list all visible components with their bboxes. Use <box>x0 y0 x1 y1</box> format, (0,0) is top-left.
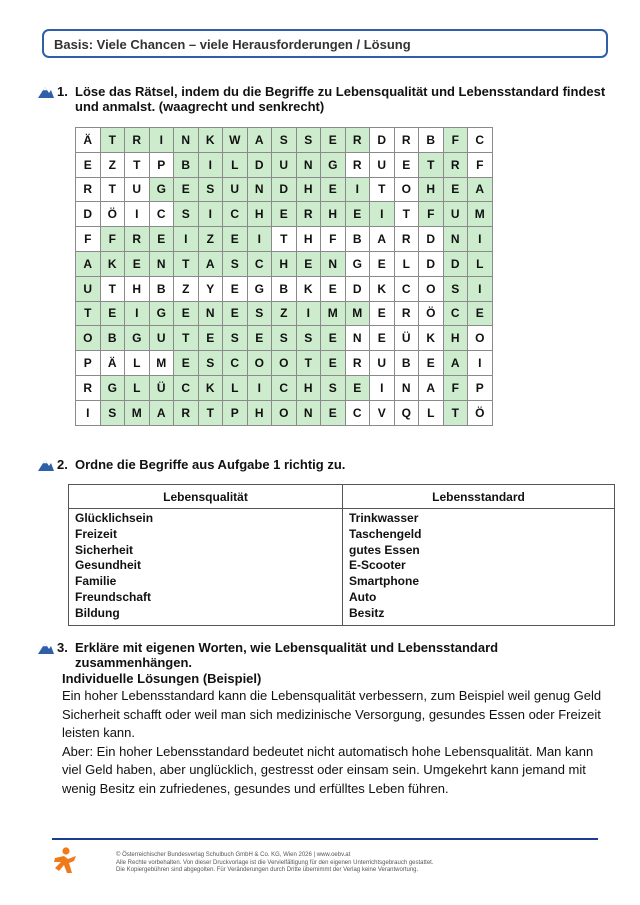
grid-cell: F <box>443 128 468 153</box>
difficulty-mountain-icon <box>38 458 54 471</box>
lebensstandard-cell <box>343 509 615 626</box>
grid-cell: E <box>321 276 346 301</box>
list-item: Smartphone <box>349 574 420 589</box>
grid-cell: O <box>272 400 297 425</box>
grid-cell: B <box>394 351 419 376</box>
grid-cell: Ä <box>76 128 101 153</box>
grid-cell: P <box>149 152 174 177</box>
grid-cell: U <box>272 152 297 177</box>
grid-cell: U <box>443 202 468 227</box>
grid-cell: T <box>125 152 150 177</box>
grid-cell: B <box>174 152 199 177</box>
grid-cell: C <box>223 351 248 376</box>
grid-cell: C <box>443 301 468 326</box>
grid-cell: G <box>125 326 150 351</box>
solution-paragraph: Ein hoher Lebensstandard kann die Lebensqualität verbessern, zum Beispiel weil genug Geld Sicherheit schafft oder weil man sich medizinische Versorgung, gesundes Essen oder Freizeit leisten kann. <box>62 688 602 741</box>
list-item: Freizeit <box>75 526 118 541</box>
grid-cell: E <box>272 202 297 227</box>
grid-cell: S <box>247 301 272 326</box>
list-item: Glücklichsein <box>75 511 154 525</box>
grid-cell: Ä <box>100 351 125 376</box>
grid-cell: T <box>443 400 468 425</box>
grid-cell: S <box>198 177 223 202</box>
page-title: Basis: Viele Chancen – viele Herausforderungen / Lösung <box>42 29 608 58</box>
grid-cell: H <box>272 251 297 276</box>
grid-cell: F <box>321 227 346 252</box>
difficulty-mountain-icon <box>38 641 54 654</box>
grid-cell: I <box>247 227 272 252</box>
grid-cell: R <box>345 128 370 153</box>
grid-cell: H <box>125 276 150 301</box>
grid-cell: I <box>247 375 272 400</box>
grid-cell: Y <box>198 276 223 301</box>
grid-cell: S <box>321 375 346 400</box>
task-number: 2. <box>57 457 68 472</box>
grid-cell: S <box>223 251 248 276</box>
grid-cell: A <box>149 400 174 425</box>
grid-cell: T <box>100 128 125 153</box>
grid-cell: S <box>443 276 468 301</box>
grid-cell: Z <box>272 301 297 326</box>
grid-cell: I <box>198 152 223 177</box>
grid-cell: N <box>321 251 346 276</box>
grid-cell: M <box>345 301 370 326</box>
grid-cell: R <box>125 128 150 153</box>
grid-cell: V <box>370 400 395 425</box>
grid-cell: I <box>296 301 321 326</box>
grid-cell: E <box>223 301 248 326</box>
grid-cell: E <box>149 227 174 252</box>
grid-cell: T <box>198 400 223 425</box>
list-item: Besitz <box>349 605 385 620</box>
grid-cell: R <box>174 400 199 425</box>
grid-cell: L <box>468 251 493 276</box>
grid-cell: I <box>370 375 395 400</box>
grid-cell: M <box>321 301 346 326</box>
grid-cell: O <box>419 276 444 301</box>
grid-cell: F <box>443 375 468 400</box>
grid-cell: N <box>345 326 370 351</box>
grid-cell: N <box>296 400 321 425</box>
grid-cell: Ü <box>149 375 174 400</box>
grid-cell: H <box>321 202 346 227</box>
grid-cell: C <box>223 202 248 227</box>
lebensqualitaet-cell <box>69 509 343 626</box>
grid-cell: A <box>370 227 395 252</box>
grid-cell: O <box>247 351 272 376</box>
grid-cell: U <box>76 276 101 301</box>
grid-cell: N <box>443 227 468 252</box>
list-item: Gesundheit <box>75 558 142 573</box>
grid-cell: H <box>247 400 272 425</box>
grid-cell: B <box>272 276 297 301</box>
grid-cell: S <box>198 351 223 376</box>
grid-cell: H <box>247 202 272 227</box>
grid-cell: E <box>370 301 395 326</box>
grid-cell: R <box>345 351 370 376</box>
grid-cell: R <box>394 301 419 326</box>
grid-cell: B <box>345 227 370 252</box>
grid-cell: S <box>100 400 125 425</box>
grid-cell: C <box>394 276 419 301</box>
grid-cell: C <box>345 400 370 425</box>
grid-cell: O <box>272 351 297 376</box>
grid-cell: G <box>149 177 174 202</box>
list-item: Freundschaft <box>75 589 152 604</box>
grid-cell: I <box>345 177 370 202</box>
grid-row <box>76 326 493 351</box>
grid-cell: N <box>296 152 321 177</box>
grid-cell: E <box>443 177 468 202</box>
grid-cell: H <box>443 326 468 351</box>
copyright-line: © Österreichischer Bundesverlag Schulbuch GmbH & Co. KG, Wien 2026 | www.oebv.at <box>116 852 351 858</box>
grid-cell: E <box>125 251 150 276</box>
grid-cell: H <box>296 177 321 202</box>
grid-cell: N <box>149 251 174 276</box>
grid-cell: T <box>174 326 199 351</box>
grid-cell: H <box>296 375 321 400</box>
grid-cell: A <box>76 251 101 276</box>
grid-cell: D <box>345 276 370 301</box>
grid-cell: N <box>174 128 199 153</box>
grid-cell: Z <box>174 276 199 301</box>
grid-cell: G <box>345 251 370 276</box>
list-item: Taschengeld <box>349 526 422 541</box>
grid-cell: E <box>174 177 199 202</box>
grid-cell: Ö <box>468 400 493 425</box>
grid-cell: Ö <box>100 202 125 227</box>
task-instruction: Ordne die Begriffe aus Aufgabe 1 richtig zu. <box>75 457 346 472</box>
grid-row <box>76 227 493 252</box>
grid-cell: A <box>443 351 468 376</box>
grid-row <box>76 400 493 425</box>
grid-cell: E <box>394 152 419 177</box>
grid-cell: C <box>149 202 174 227</box>
grid-cell: G <box>100 375 125 400</box>
grid-cell: W <box>223 128 248 153</box>
grid-cell: I <box>125 301 150 326</box>
grid-cell: O <box>394 177 419 202</box>
grid-cell: R <box>345 152 370 177</box>
grid-cell: E <box>296 251 321 276</box>
copyright-notice <box>116 852 576 875</box>
grid-cell: L <box>394 251 419 276</box>
grid-cell: D <box>370 128 395 153</box>
word-search-grid <box>75 127 493 426</box>
grid-cell: S <box>296 128 321 153</box>
grid-cell: F <box>76 227 101 252</box>
grid-cell: G <box>247 276 272 301</box>
grid-cell: E <box>370 251 395 276</box>
grid-cell: D <box>272 177 297 202</box>
grid-cell: U <box>370 152 395 177</box>
grid-cell: E <box>321 177 346 202</box>
grid-cell: T <box>296 351 321 376</box>
grid-cell: K <box>100 251 125 276</box>
grid-row <box>76 276 493 301</box>
grid-cell: E <box>345 202 370 227</box>
grid-cell: E <box>174 301 199 326</box>
grid-cell: D <box>247 152 272 177</box>
grid-cell: E <box>174 351 199 376</box>
grid-cell: E <box>76 152 101 177</box>
grid-cell: R <box>125 227 150 252</box>
grid-cell: E <box>321 128 346 153</box>
grid-cell: E <box>223 276 248 301</box>
grid-cell: R <box>394 128 419 153</box>
grid-cell: E <box>223 227 248 252</box>
grid-cell: T <box>174 251 199 276</box>
publisher-logo-icon <box>52 846 78 876</box>
grid-cell: D <box>419 227 444 252</box>
grid-cell: Ü <box>394 326 419 351</box>
column-header-lebensstandard: Lebensstandard <box>343 485 615 509</box>
grid-cell: I <box>370 202 395 227</box>
grid-cell: Q <box>394 400 419 425</box>
grid-cell: E <box>345 375 370 400</box>
copyright-line: Die Kopiergebühren sind abgegolten. Für Veränderungen durch Dritte übernimmt der Verlag keine Verantwortung. <box>116 867 419 874</box>
grid-cell: P <box>76 351 101 376</box>
grid-cell: B <box>149 276 174 301</box>
grid-cell: N <box>198 301 223 326</box>
grid-cell: K <box>370 276 395 301</box>
grid-cell: A <box>468 177 493 202</box>
grid-cell: I <box>468 227 493 252</box>
grid-cell: L <box>223 152 248 177</box>
grid-cell: B <box>419 128 444 153</box>
grid-cell: D <box>76 202 101 227</box>
grid-cell: E <box>321 351 346 376</box>
grid-cell: E <box>419 351 444 376</box>
grid-cell: E <box>321 326 346 351</box>
grid-cell: G <box>321 152 346 177</box>
grid-row <box>76 251 493 276</box>
grid-cell: S <box>223 326 248 351</box>
task-instruction: Löse das Rätsel, indem du die Begriffe zu Lebensqualität und Lebensstandard findest und anmalst. (waagrecht und senkrecht) <box>75 84 606 114</box>
grid-cell: G <box>149 301 174 326</box>
grid-cell: E <box>100 301 125 326</box>
list-item: Trinkwasser <box>349 511 419 525</box>
grid-cell: L <box>419 400 444 425</box>
grid-cell: U <box>125 177 150 202</box>
grid-cell: I <box>468 351 493 376</box>
task-instruction: Erkläre mit eigenen Worten, wie Lebensqualität und Lebensstandard zusammenhängen. <box>75 640 499 670</box>
solution-heading: Individuelle Lösungen (Beispiel) <box>62 671 262 686</box>
list-item: Bildung <box>75 605 120 620</box>
grid-cell: R <box>76 177 101 202</box>
grid-cell: C <box>272 375 297 400</box>
grid-cell: A <box>247 128 272 153</box>
grid-cell: I <box>174 227 199 252</box>
grid-cell: F <box>419 202 444 227</box>
grid-cell: M <box>125 400 150 425</box>
grid-cell: O <box>76 326 101 351</box>
list-item: E-Scooter <box>349 558 406 573</box>
grid-cell: E <box>321 400 346 425</box>
grid-cell: R <box>296 202 321 227</box>
grid-cell: E <box>247 326 272 351</box>
grid-cell: S <box>296 326 321 351</box>
grid-cell: R <box>76 375 101 400</box>
grid-cell: R <box>394 227 419 252</box>
grid-cell: N <box>247 177 272 202</box>
grid-cell: A <box>198 251 223 276</box>
grid-cell: E <box>468 301 493 326</box>
grid-cell: E <box>198 326 223 351</box>
column-header-lebensqualitaet: Lebensqualität <box>69 485 343 509</box>
grid-cell: Z <box>198 227 223 252</box>
grid-cell: F <box>100 227 125 252</box>
grid-cell: M <box>149 351 174 376</box>
grid-cell: T <box>272 227 297 252</box>
grid-cell: T <box>370 177 395 202</box>
grid-cell: M <box>468 202 493 227</box>
grid-row <box>76 177 493 202</box>
grid-cell: T <box>394 202 419 227</box>
difficulty-mountain-icon <box>38 85 54 98</box>
grid-cell: C <box>468 128 493 153</box>
list-item: Auto <box>349 589 377 604</box>
list-item: gutes Essen <box>349 542 420 557</box>
grid-cell: I <box>125 202 150 227</box>
grid-row <box>76 301 493 326</box>
grid-cell: U <box>149 326 174 351</box>
grid-cell: C <box>174 375 199 400</box>
list-item: Sicherheit <box>75 542 134 557</box>
grid-row <box>76 152 493 177</box>
grid-cell: L <box>223 375 248 400</box>
copyright-line: Alle Rechte vorbehalten. Von dieser Druckvorlage ist die Vervielfältigung für den eigenen Unterrichtsgebrauch gestattet. <box>116 859 434 866</box>
grid-cell: K <box>419 326 444 351</box>
grid-cell: H <box>419 177 444 202</box>
grid-cell: I <box>468 276 493 301</box>
grid-cell: H <box>296 227 321 252</box>
grid-cell: K <box>198 128 223 153</box>
grid-cell: A <box>419 375 444 400</box>
grid-cell: S <box>272 326 297 351</box>
grid-cell: U <box>223 177 248 202</box>
grid-cell: T <box>76 301 101 326</box>
grid-cell: E <box>370 326 395 351</box>
list-item: Familie <box>75 574 117 589</box>
solution-text <box>62 687 602 799</box>
grid-cell: B <box>100 326 125 351</box>
grid-row <box>76 375 493 400</box>
footer-divider <box>52 838 598 840</box>
grid-cell: R <box>443 152 468 177</box>
grid-cell: O <box>468 326 493 351</box>
grid-cell: Z <box>100 152 125 177</box>
grid-row <box>76 202 493 227</box>
grid-row <box>76 351 493 376</box>
grid-cell: T <box>100 177 125 202</box>
solution-paragraph: Aber: Ein hoher Lebensstandard bedeutet nicht automatisch hohe Lebensqualität. Man kann viel Geld haben, aber unglücklich, gestresst oder einsam sein. Umgekehrt kann jemand mit wenig Besitz ein zufriedenes, gesundes und erfülltes Leben führen. <box>62 743 594 796</box>
grid-cell: I <box>149 128 174 153</box>
grid-cell: P <box>468 375 493 400</box>
grid-cell: I <box>76 400 101 425</box>
grid-cell: C <box>247 251 272 276</box>
grid-cell: T <box>100 276 125 301</box>
grid-cell: I <box>198 202 223 227</box>
task-number: 3. <box>57 640 68 655</box>
task-number: 1. <box>57 84 68 99</box>
grid-cell: D <box>443 251 468 276</box>
grid-cell: L <box>125 351 150 376</box>
grid-cell: S <box>272 128 297 153</box>
grid-cell: D <box>419 251 444 276</box>
grid-cell: U <box>370 351 395 376</box>
grid-cell: Ö <box>419 301 444 326</box>
grid-cell: P <box>223 400 248 425</box>
grid-cell: F <box>468 152 493 177</box>
grid-cell: K <box>198 375 223 400</box>
grid-cell: T <box>419 152 444 177</box>
grid-cell: S <box>174 202 199 227</box>
assignment-table <box>68 484 615 626</box>
grid-cell: K <box>296 276 321 301</box>
grid-row <box>76 128 493 153</box>
grid-cell: N <box>394 375 419 400</box>
grid-cell: L <box>125 375 150 400</box>
